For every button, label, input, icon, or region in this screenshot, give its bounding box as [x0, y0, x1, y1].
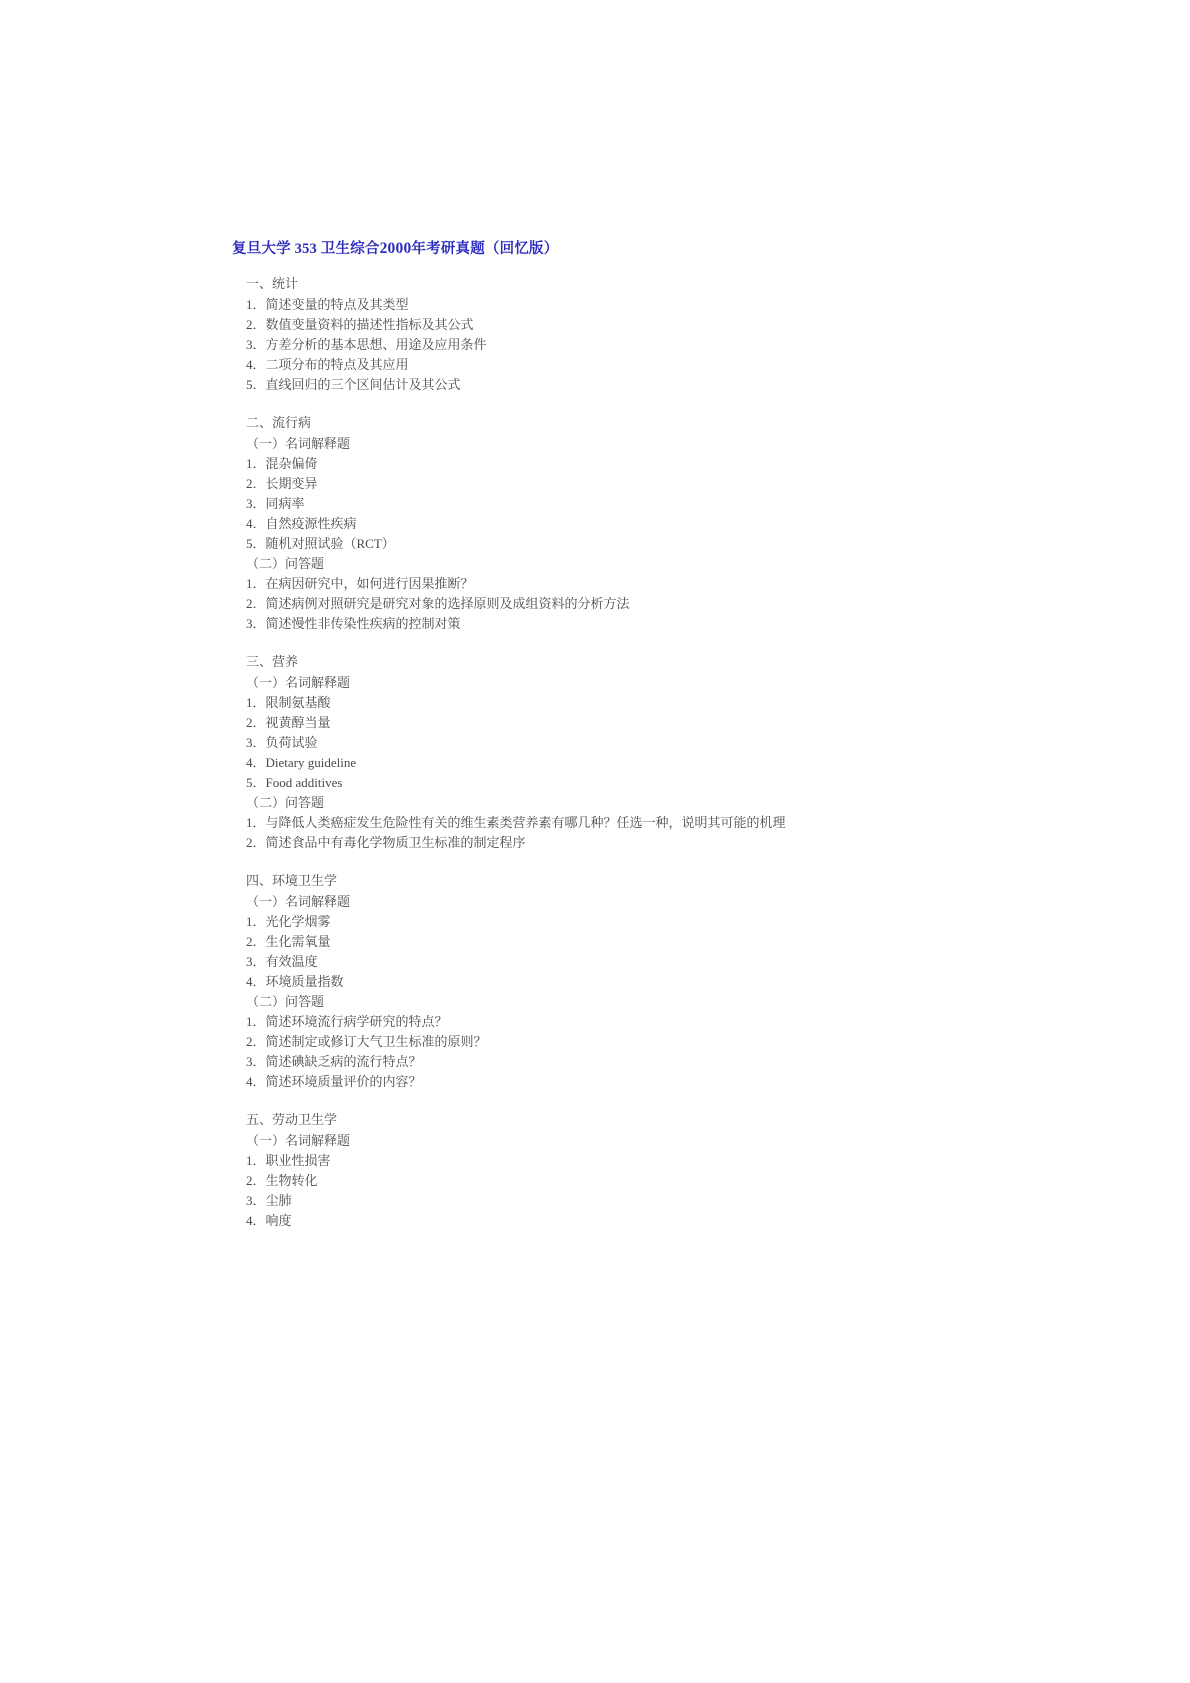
list-item: 4．响度	[246, 1213, 292, 1228]
list-item: 2．数值变量资料的描述性指标及其公式	[246, 317, 474, 332]
section-heading: 一、统计	[246, 276, 299, 291]
list-item: 3．方差分析的基本思想、用途及应用条件	[246, 337, 487, 352]
section-environmental-health	[232, 871, 952, 1092]
list-item: 1．光化学烟雾	[246, 914, 331, 929]
list-item: 4．二项分布的特点及其应用	[246, 357, 409, 372]
list-item: 3．同病率	[246, 496, 305, 511]
list-item: 3．简述碘缺乏病的流行特点？	[246, 1054, 422, 1069]
list-item: 4．自然疫源性疾病	[246, 516, 357, 531]
subsection-heading: （二）问答题	[246, 795, 325, 810]
list-item: 3．负荷试验	[246, 735, 318, 750]
list-item: 2．简述制定或修订大气卫生标准的原则？	[246, 1034, 487, 1049]
list-item: 1．在病因研究中，如何进行因果推断？	[246, 576, 474, 591]
page-title	[232, 238, 952, 260]
section-heading: 五、劳动卫生学	[246, 1112, 338, 1127]
subsection-heading: （一）名词解释题	[246, 436, 351, 451]
list-item: 1．职业性损害	[246, 1153, 331, 1168]
subsection-heading: （一）名词解释题	[246, 1133, 351, 1148]
list-item: 5．Food additives	[246, 775, 343, 790]
section-occupational-health	[232, 1110, 952, 1231]
list-item: 2．生化需氧量	[246, 934, 331, 949]
list-item: 3．简述慢性非传染性疾病的控制对策	[246, 616, 461, 631]
list-item: 4．环境质量指数	[246, 974, 344, 989]
title-suffix: （回忆版）	[484, 241, 559, 257]
subsection-heading: （一）名词解释题	[246, 675, 351, 690]
list-item: 2．生物转化	[246, 1173, 318, 1188]
list-item: 2．简述食品中有毒化学物质卫生标准的制定程序	[246, 835, 526, 850]
list-item: 2．简述病例对照研究是研究对象的选择原则及成组资料的分析方法	[246, 596, 630, 611]
list-item: 1．与降低人类癌症发生危险性有关的维生素类营养素有哪几种？任选一种，说明其可能的机理	[246, 815, 786, 830]
list-item: 4．Dietary guideline	[246, 755, 357, 770]
subsection-heading: （一）名词解释题	[246, 894, 351, 909]
list-item: 4．简述环境质量评价的内容？	[246, 1074, 422, 1089]
list-item: 3．尘肺	[246, 1193, 292, 1208]
list-item: 1．混杂偏倚	[246, 456, 318, 471]
list-item: 2．视黄醇当量	[246, 715, 331, 730]
section-heading: 二、流行病	[246, 415, 312, 430]
list-item: 2．长期变异	[246, 476, 318, 491]
section-heading: 四、环境卫生学	[246, 873, 338, 888]
section-statistics	[232, 274, 952, 395]
list-item: 1．简述变量的特点及其类型	[246, 297, 409, 312]
section-heading: 三、营养	[246, 654, 299, 669]
section-epidemiology	[232, 413, 952, 634]
subsection-heading: （二）问答题	[246, 994, 325, 1009]
title-tail: 年考研真题	[411, 241, 485, 257]
section-nutrition	[232, 652, 952, 853]
subsection-heading: （二）问答题	[246, 556, 325, 571]
list-item: 3．有效温度	[246, 954, 318, 969]
title-year: 2000	[379, 240, 412, 257]
list-item: 5．随机对照试验（RCT）	[246, 536, 395, 551]
document-body	[232, 238, 952, 1249]
list-item: 1．简述环境流行病学研究的特点？	[246, 1014, 448, 1029]
title-main: 复旦大学 353 卫生综合	[232, 241, 380, 257]
list-item: 5．直线回归的三个区间估计及其公式	[246, 377, 461, 392]
list-item: 1．限制氨基酸	[246, 695, 331, 710]
